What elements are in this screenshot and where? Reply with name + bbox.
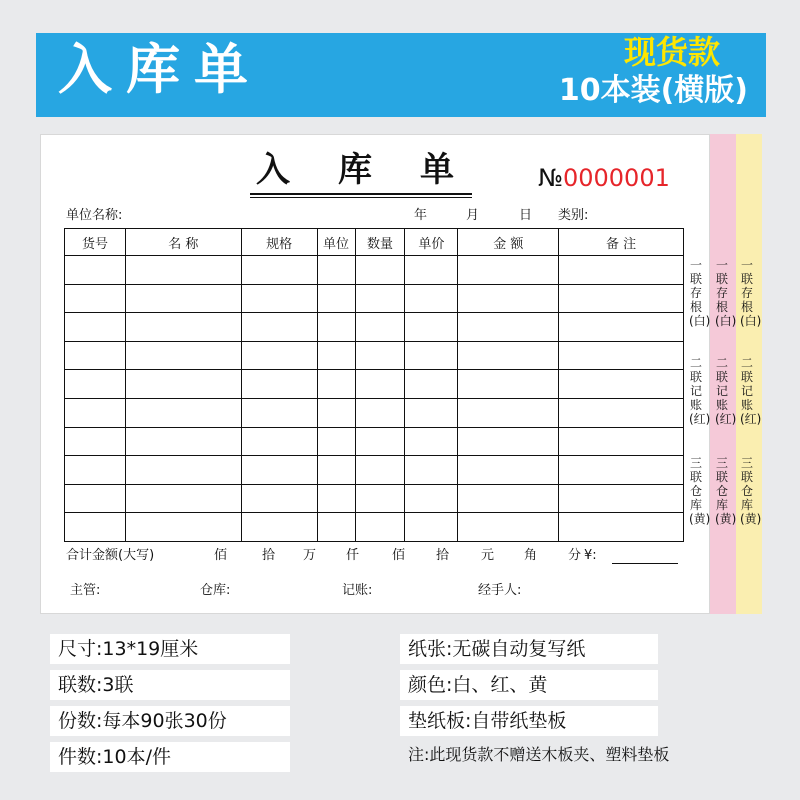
table-cell[interactable] bbox=[317, 484, 355, 513]
total-unit: 拾 bbox=[262, 548, 276, 563]
table-cell[interactable] bbox=[458, 427, 559, 456]
spec-paper bbox=[400, 634, 658, 664]
table-cell[interactable] bbox=[405, 256, 458, 285]
table-cell[interactable] bbox=[125, 313, 241, 342]
category-label: 类别: bbox=[558, 208, 589, 223]
spec-board bbox=[400, 706, 658, 736]
table-cell[interactable] bbox=[65, 513, 126, 542]
total-unit: 角 bbox=[524, 548, 538, 563]
table-cell[interactable] bbox=[458, 484, 559, 513]
table-cell[interactable] bbox=[65, 341, 126, 370]
copy-label-yellow-2: 二联 记账(红) bbox=[740, 356, 762, 426]
table-cell[interactable] bbox=[405, 456, 458, 485]
table-cell[interactable] bbox=[355, 313, 405, 342]
table-cell[interactable] bbox=[241, 284, 317, 313]
spec-label: 件数: bbox=[58, 746, 103, 768]
table-cell[interactable] bbox=[241, 456, 317, 485]
table-cell[interactable] bbox=[317, 313, 355, 342]
table-cell[interactable] bbox=[559, 313, 684, 342]
table-cell[interactable] bbox=[559, 370, 684, 399]
table-cell[interactable] bbox=[317, 341, 355, 370]
table-cell[interactable] bbox=[317, 513, 355, 542]
table-cell[interactable] bbox=[405, 484, 458, 513]
table-cell[interactable] bbox=[559, 398, 684, 427]
table-cell[interactable] bbox=[355, 427, 405, 456]
spec-label: 份数: bbox=[58, 710, 103, 732]
table-row bbox=[65, 456, 684, 485]
table-cell[interactable] bbox=[125, 370, 241, 399]
total-unit: 仟 bbox=[346, 548, 360, 563]
copy-label-yellow-3: 三联 仓库(黄) bbox=[740, 456, 762, 526]
banner-subtitle-pack: 10本装(横版) bbox=[558, 73, 748, 108]
table-cell[interactable] bbox=[125, 427, 241, 456]
table-cell[interactable] bbox=[125, 341, 241, 370]
copy-label-yellow-1: 一联 存根(白) bbox=[740, 258, 762, 328]
number-prefix: № bbox=[538, 164, 563, 192]
spec-value: 白、红、黄 bbox=[452, 674, 548, 696]
amount-underline bbox=[612, 563, 678, 564]
copy-label-pink-2: 二联 记账(红) bbox=[715, 356, 737, 426]
table-cell[interactable] bbox=[65, 398, 126, 427]
spec-sets bbox=[50, 706, 290, 736]
column-header: 名 称 bbox=[125, 229, 241, 256]
total-unit: 万 bbox=[303, 548, 317, 563]
copy-label-pink-1: 一联 存根(白) bbox=[715, 258, 737, 328]
table-cell[interactable] bbox=[241, 370, 317, 399]
table-cell[interactable] bbox=[458, 313, 559, 342]
table-cell[interactable] bbox=[65, 256, 126, 285]
table-cell[interactable] bbox=[355, 456, 405, 485]
table-row bbox=[65, 427, 684, 456]
table-cell[interactable] bbox=[355, 484, 405, 513]
table-cell[interactable] bbox=[65, 313, 126, 342]
column-header: 备 注 bbox=[559, 229, 684, 256]
table-row bbox=[65, 256, 684, 285]
table-cell[interactable] bbox=[458, 256, 559, 285]
handler-label: 经手人: bbox=[478, 583, 522, 598]
spec-label: 颜色: bbox=[408, 674, 453, 696]
table-cell[interactable] bbox=[241, 484, 317, 513]
table-cell[interactable] bbox=[317, 284, 355, 313]
table-cell[interactable] bbox=[405, 313, 458, 342]
table-cell[interactable] bbox=[355, 284, 405, 313]
form-number bbox=[538, 164, 670, 192]
spec-value: 13*19厘米 bbox=[102, 638, 199, 660]
table-cell[interactable] bbox=[241, 513, 317, 542]
table-cell[interactable] bbox=[317, 256, 355, 285]
banner-subtitle-stock: 现货款 bbox=[623, 33, 720, 71]
table-cell[interactable] bbox=[65, 284, 126, 313]
copy-label-white-1: 一联 存根(白) bbox=[689, 258, 711, 328]
table-cell[interactable] bbox=[559, 284, 684, 313]
table-cell[interactable] bbox=[125, 398, 241, 427]
table-cell[interactable] bbox=[405, 398, 458, 427]
spec-value: 自带纸垫板 bbox=[471, 710, 567, 732]
table-cell[interactable] bbox=[355, 341, 405, 370]
total-amount-label: 合计金额(大写) bbox=[66, 548, 155, 563]
table-cell[interactable] bbox=[559, 456, 684, 485]
total-unit: 元 bbox=[481, 548, 495, 563]
table-cell[interactable] bbox=[355, 256, 405, 285]
spec-copies bbox=[50, 670, 290, 700]
table-cell[interactable] bbox=[405, 513, 458, 542]
spec-value: 每本90张30份 bbox=[102, 710, 227, 732]
table-header-row bbox=[65, 229, 684, 256]
copy-label-white-3: 三联 仓库(黄) bbox=[689, 456, 711, 526]
table-cell[interactable] bbox=[355, 513, 405, 542]
table-cell[interactable] bbox=[559, 427, 684, 456]
table-cell[interactable] bbox=[241, 313, 317, 342]
spec-color bbox=[400, 670, 658, 700]
form-title: 入库单 bbox=[256, 150, 502, 190]
table-row bbox=[65, 484, 684, 513]
table-cell[interactable] bbox=[559, 341, 684, 370]
spec-size bbox=[50, 634, 290, 664]
spec-label: 纸张: bbox=[408, 638, 453, 660]
table-cell[interactable] bbox=[317, 427, 355, 456]
total-unit: 拾 bbox=[436, 548, 450, 563]
number-value: 0000001 bbox=[562, 164, 670, 192]
spec-value: 3联 bbox=[102, 674, 134, 696]
note-text: 注:此现货款不赠送木板夹、塑料垫板 bbox=[408, 745, 670, 764]
banner-title: 入库单 bbox=[58, 38, 262, 101]
table-cell[interactable] bbox=[65, 427, 126, 456]
table-cell[interactable] bbox=[65, 456, 126, 485]
table-cell[interactable] bbox=[458, 341, 559, 370]
table-cell[interactable] bbox=[405, 370, 458, 399]
table-cell[interactable] bbox=[559, 513, 684, 542]
table-cell[interactable] bbox=[458, 456, 559, 485]
column-header: 金 额 bbox=[458, 229, 559, 256]
spec-value: 10本/件 bbox=[102, 746, 171, 768]
table-cell[interactable] bbox=[241, 398, 317, 427]
table-cell[interactable] bbox=[317, 370, 355, 399]
total-unit: 佰 bbox=[214, 548, 228, 563]
table-cell[interactable] bbox=[317, 398, 355, 427]
warehouse-label: 仓库: bbox=[200, 583, 231, 598]
table-cell[interactable] bbox=[241, 427, 317, 456]
table-row bbox=[65, 398, 684, 427]
table-cell[interactable] bbox=[405, 427, 458, 456]
spec-label: 垫纸板: bbox=[408, 710, 472, 732]
table-cell[interactable] bbox=[458, 370, 559, 399]
spec-pieces bbox=[50, 742, 290, 772]
spec-label: 尺寸: bbox=[58, 638, 103, 660]
column-header: 单位 bbox=[317, 229, 355, 256]
table-cell[interactable] bbox=[559, 484, 684, 513]
table-row bbox=[65, 370, 684, 399]
copy-label-white-2: 二联 记账(红) bbox=[689, 356, 711, 426]
spec-label: 联数: bbox=[58, 674, 103, 696]
table-cell[interactable] bbox=[458, 398, 559, 427]
table-cell[interactable] bbox=[458, 513, 559, 542]
month-label: 月 bbox=[466, 208, 480, 223]
unit-name-label: 单位名称: bbox=[66, 208, 123, 223]
copy-label-pink-3: 三联 仓库(黄) bbox=[715, 456, 737, 526]
table-cell[interactable] bbox=[405, 284, 458, 313]
title-underline-thin bbox=[250, 197, 472, 198]
column-header: 单价 bbox=[405, 229, 458, 256]
table-cell[interactable] bbox=[125, 484, 241, 513]
table-cell[interactable] bbox=[65, 484, 126, 513]
table-row bbox=[65, 284, 684, 313]
table-row bbox=[65, 341, 684, 370]
table-cell[interactable] bbox=[125, 284, 241, 313]
table-cell[interactable] bbox=[125, 513, 241, 542]
table-cell[interactable] bbox=[458, 284, 559, 313]
table-cell[interactable] bbox=[125, 456, 241, 485]
table-cell[interactable] bbox=[125, 256, 241, 285]
total-unit: 分 bbox=[568, 548, 582, 563]
column-header: 货号 bbox=[65, 229, 126, 256]
entry-table bbox=[64, 228, 684, 542]
table-row bbox=[65, 513, 684, 542]
total-unit: 佰 bbox=[392, 548, 406, 563]
table-row bbox=[65, 313, 684, 342]
table-cell[interactable] bbox=[355, 398, 405, 427]
table-cell[interactable] bbox=[65, 370, 126, 399]
bookkeeper-label: 记账: bbox=[342, 583, 373, 598]
supervisor-label: 主管: bbox=[70, 583, 101, 598]
column-header: 规格 bbox=[241, 229, 317, 256]
day-label: 日 bbox=[519, 208, 533, 223]
table-cell[interactable] bbox=[241, 341, 317, 370]
table-cell[interactable] bbox=[241, 256, 317, 285]
spec-value: 无碳自动复写纸 bbox=[452, 638, 586, 660]
column-header: 数量 bbox=[355, 229, 405, 256]
table-cell[interactable] bbox=[405, 341, 458, 370]
year-label: 年 bbox=[414, 208, 428, 223]
currency-symbol: ¥: bbox=[584, 548, 597, 563]
table-cell[interactable] bbox=[559, 256, 684, 285]
title-underline bbox=[250, 193, 472, 195]
table-cell[interactable] bbox=[317, 456, 355, 485]
table-cell[interactable] bbox=[355, 370, 405, 399]
